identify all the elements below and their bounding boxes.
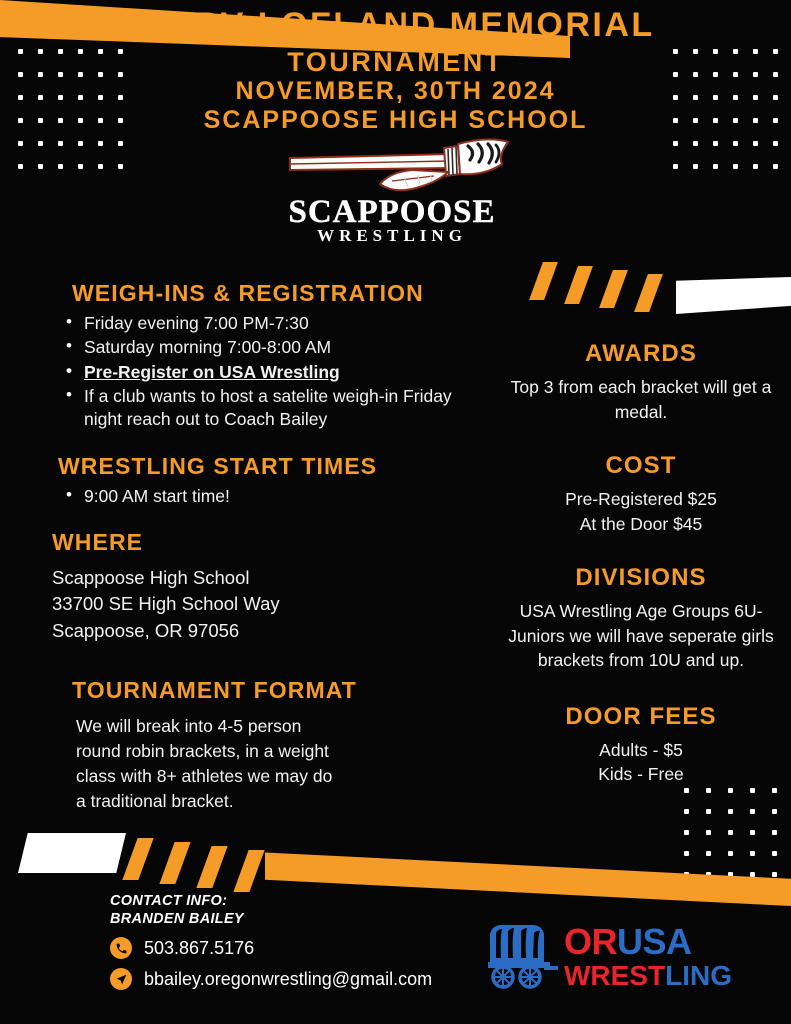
orusa-logo-line-1 [564, 921, 732, 962]
section-heading-tournament-format: TOURNAMENT FORMAT [72, 677, 357, 704]
section-heading-divisions: DIVISIONS [575, 564, 707, 591]
section-heading-weighins: WEIGH-INS & REGISTRATION [72, 280, 424, 306]
page-title-second-line: TOURNAMENT [287, 46, 504, 77]
decorative-white-parallelogram-bottom [18, 833, 126, 873]
right-content-column [496, 340, 786, 787]
door-fee-adults: Adults - $5 [599, 739, 683, 760]
contact-title-line-1: CONTACT INFO: [110, 893, 228, 909]
decorative-slash-bottom-1 [122, 838, 153, 880]
decorative-white-parallelogram-top [676, 277, 791, 314]
contact-email-address: bbailey.oregonwrestling@gmail.com [144, 968, 433, 989]
list-item: • If a club wants to host a satelite weigh-in Friday night reach out to Coach Bailey [52, 385, 452, 432]
address-line-1: Scappoose High School [52, 566, 250, 588]
decorative-slash-top-4 [634, 274, 663, 312]
section-heading-awards: AWARDS [585, 340, 697, 367]
paper-plane-icon [110, 968, 132, 990]
decorative-slash-bottom-4 [233, 850, 264, 892]
section-heading-start-times: WRESTLING START TIMES [58, 453, 378, 480]
orusa-text-wrestling-part2: LING [665, 960, 732, 991]
orusa-text-usa: USA [617, 921, 692, 962]
covered-wagon-icon [482, 922, 562, 990]
contact-title-line-2: BRANDEN BAILEY [110, 910, 244, 927]
section-heading-where: WHERE [52, 528, 144, 555]
page-title: MARV LOFLAND MEMORIAL [136, 6, 655, 44]
door-fee-kids: Kids - Free [598, 764, 684, 784]
address-line-3: Scappoose, OR 97056 [52, 620, 240, 642]
list-item: • Saturday morning 7:00-8:00 AM [52, 336, 452, 359]
divisions-body: USA Wrestling Age Groups 6U-Juniors we will have seperate girls brackets from 10U and up. [508, 601, 774, 670]
orusa-logo-line-2 [564, 962, 732, 990]
left-content-column [52, 280, 452, 814]
address-line-2: 33700 SE High School Way [52, 593, 280, 615]
spear-arrowhead-feather-icon [262, 136, 522, 198]
list-item-pre-register[interactable]: • Pre-Register on USA Wrestling [52, 361, 452, 384]
orusa-text-or: OR [564, 921, 617, 962]
section-heading-cost: COST [605, 452, 677, 479]
phone-icon [110, 937, 132, 959]
contact-info-title [110, 893, 530, 928]
decorative-slash-top-2 [564, 266, 593, 304]
scappoose-wrestling-logo [262, 136, 522, 246]
logo-word-wrestling: WRESTLING [317, 226, 467, 245]
event-date: NOVEMBER, 30TH 2024 [235, 77, 556, 106]
cost-body [496, 487, 786, 536]
cost-line-door: At the Door $45 [579, 513, 703, 534]
poster-header [0, 8, 791, 133]
decorative-slash-bottom-3 [196, 846, 227, 888]
start-times-list [52, 485, 452, 508]
cost-line-prereg: Pre-Registered $25 [565, 489, 717, 509]
orusa-text-wrestling-part1: WREST [564, 960, 666, 991]
orusa-logo-text [564, 921, 732, 991]
list-item: • Friday evening 7:00 PM-7:30 [52, 312, 452, 335]
contact-info-block [110, 893, 530, 990]
decorative-slash-top-3 [599, 270, 628, 308]
tournament-format-body: We will break into 4-5 person round robin brackets, in a weight class with 8+ athletes we may do a traditional bracket. [76, 716, 333, 812]
orusa-wrestling-logo [482, 921, 732, 994]
section-heading-door-fees: DOOR FEES [565, 702, 717, 730]
awards-body: Top 3 from each bracket will get a medal. [510, 377, 772, 422]
contact-email-row[interactable] [110, 968, 530, 990]
door-fees-body [496, 738, 786, 787]
weighins-list [52, 312, 452, 431]
event-venue: SCAPPOOSE HIGH SCHOOL [203, 105, 588, 134]
venue-address [52, 565, 452, 645]
list-item: • 9:00 AM start time! [52, 485, 452, 508]
contact-phone-number: 503.867.5176 [144, 937, 255, 958]
contact-phone-row[interactable] [110, 937, 530, 959]
logo-word-scappoose: SCAPPOOSE [288, 194, 496, 230]
decorative-slash-top-1 [529, 262, 558, 300]
decorative-slash-bottom-2 [159, 842, 190, 884]
